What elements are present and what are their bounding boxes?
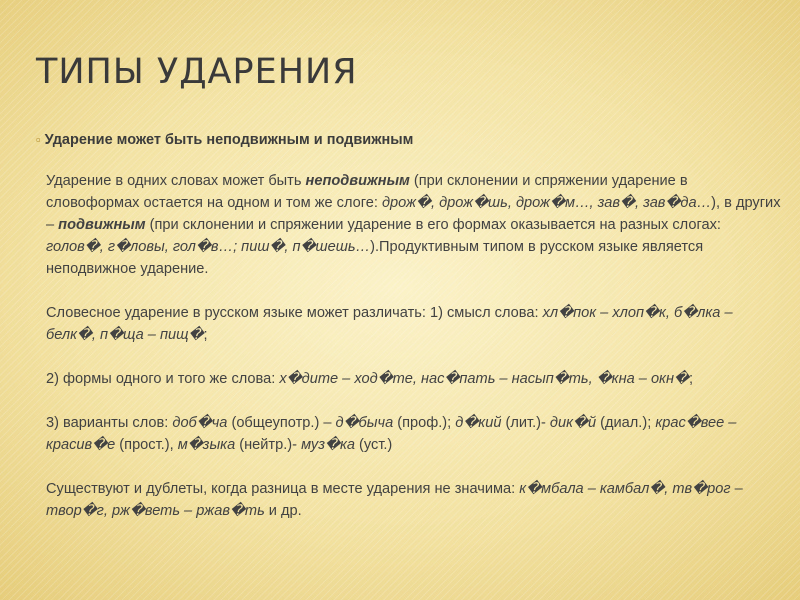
text-run: (лит.)- xyxy=(501,415,550,431)
text-run: (проф.); xyxy=(393,415,456,431)
text-run: Существуют и дублеты, когда разница в месте ударения не значима: xyxy=(46,481,520,497)
text-run: (диал.); xyxy=(596,415,656,431)
text-run: 3) варианты слов: xyxy=(46,415,173,431)
slide-title: ТИПЫ УДАРЕНИЯ xyxy=(36,52,358,92)
body-text xyxy=(46,170,781,522)
text-run: (при склонении и спряжении ударение в словоформах остается на одном и том же слоге: xyxy=(46,173,688,211)
text-run: (общеупотр.) – xyxy=(227,415,336,431)
text-run: и др. xyxy=(264,503,302,519)
text-run: ), в других – xyxy=(46,195,781,233)
text-run: Словесное ударение в русском языке может различать: 1) смысл слова: xyxy=(46,305,543,321)
text-run: ).Продуктивным типом в русском языке является неподвижное ударение. xyxy=(46,239,704,277)
emphasized-term: подвижным xyxy=(58,217,146,233)
example-words: м�зыка xyxy=(177,437,236,453)
text-run: Ударение в одних словах может быть xyxy=(46,173,306,189)
key-term xyxy=(58,217,145,233)
bullet-text: Ударение может быть неподвижным и подвижным xyxy=(44,132,414,148)
text-run: (уст.) xyxy=(354,437,393,453)
text-run: ; xyxy=(203,327,208,343)
paragraph xyxy=(46,412,781,456)
example-words: к�мбала – камбал�, тв�рог – твор�г, рж�веть – ржав�ть xyxy=(46,481,743,519)
emphasized-term: неподвижным xyxy=(305,173,410,189)
example-words: дик�й xyxy=(549,415,597,431)
example-words: д�кий xyxy=(455,415,502,431)
key-term xyxy=(306,173,410,189)
paragraph xyxy=(46,478,781,522)
example-words: х�дите – ход�те, нас�пать – насып�ть, �кна – окн� xyxy=(279,371,689,387)
text-run: (при склонении и спряжении ударение в его формах оказывается на разных слогах: xyxy=(145,217,721,233)
example-words: крас�вее – красив�е xyxy=(46,415,737,453)
example-words: хл�пок – хлоп�к, б�лка – белк�, п�ща – пищ� xyxy=(46,305,733,343)
text-run: ; xyxy=(688,371,694,387)
example-words: дрож�, дрож�шь, дрож�м…, зав�, зав�да… xyxy=(381,195,712,211)
example-words: доб�ча xyxy=(172,415,228,431)
text-run: (нейтр.)- xyxy=(235,437,302,453)
bullet-icon: ▫ xyxy=(36,132,41,147)
text-run: (прост.), xyxy=(115,437,178,453)
paragraph xyxy=(46,302,781,346)
paragraph xyxy=(46,170,781,280)
example-words: голов�, г�ловы, гол�в…; пиш�, п�шешь… xyxy=(46,239,371,255)
text-run: 2) формы одного и того же слова: xyxy=(46,371,280,387)
example-words: муз�ка xyxy=(301,437,355,453)
example-words: д�быча xyxy=(335,415,394,431)
paragraph xyxy=(46,368,781,390)
bullet-heading xyxy=(36,132,756,148)
